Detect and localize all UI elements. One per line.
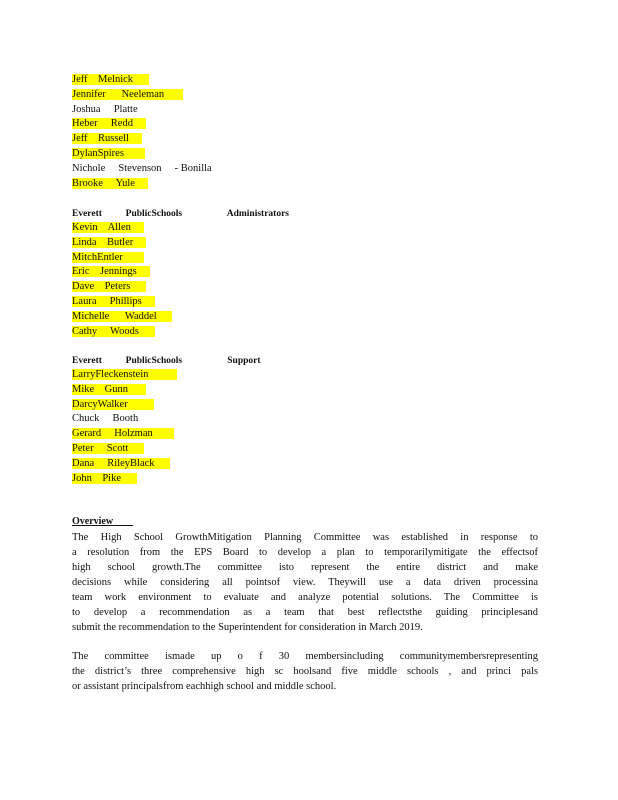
list-item <box>72 117 146 131</box>
name-text: Jennifer Neeleman <box>72 88 183 100</box>
name-text: Linda Butler <box>72 236 147 248</box>
paragraph-line: decisions while considering all pointsof view. Theywill use a data driven processina <box>72 577 538 588</box>
paragraph-line: The committee ismade up o f 30 membersincluding communitymembersrepresenting <box>72 651 538 662</box>
name-text: Gerard Holzman <box>72 428 174 440</box>
list-item <box>72 325 155 339</box>
name-text: DarcyWalker <box>72 398 154 410</box>
paragraph-line: high school growth.The committee isto represent the entire district and make <box>72 562 538 573</box>
list-item <box>72 280 146 294</box>
paragraph-line: a resolution from the EPS Board to develop a plan to temporarilymitigate the effectsof <box>72 547 538 558</box>
list-item <box>72 236 146 250</box>
paragraph-line: or assistant principalsfrom eachhigh school and middle school. <box>72 681 337 692</box>
name-text: Jeff Russell <box>72 133 143 145</box>
list-item <box>72 472 137 486</box>
list-item <box>72 162 212 176</box>
list-item <box>72 221 144 235</box>
list-item <box>72 265 150 279</box>
list-item <box>72 73 149 87</box>
paragraph-line: the district’s three comprehensive high sc hoolsand five middle schools , and princi pals <box>72 666 538 677</box>
overview-heading: Overview <box>72 516 134 527</box>
name-text: Heber Redd <box>72 118 147 130</box>
name-text: Nichole Stevenson - Bonilla <box>72 162 212 174</box>
name-text: Dave Peters <box>72 281 147 293</box>
name-text: Chuck Booth <box>72 413 139 425</box>
list-item <box>72 132 142 146</box>
list-item <box>72 457 170 471</box>
list-item <box>72 103 138 117</box>
name-text: Laura Phillips <box>72 296 155 307</box>
name-text: Jeff Melnick <box>72 74 149 85</box>
list-item <box>72 295 155 309</box>
list-item <box>72 310 172 324</box>
paragraph-line: The High School GrowthMitigation Planning Committee was established in response to <box>72 532 538 543</box>
name-text: DylanSpires <box>72 148 145 159</box>
name-text: Eric Jennings <box>72 266 150 278</box>
name-text: Cathy Woods <box>72 325 155 337</box>
name-text: John Pike <box>72 472 137 484</box>
list-item <box>72 251 144 265</box>
name-text: LarryFleckenstein <box>72 369 178 380</box>
name-text: Peter Scott <box>72 443 145 454</box>
paragraph-line: to develop a recommendation as a team that best reflectsthe guiding principlesand <box>72 607 538 618</box>
list-item <box>72 427 174 441</box>
list-item <box>72 177 148 191</box>
name-text: Michelle Waddel <box>72 310 173 322</box>
list-item <box>72 383 146 397</box>
list-item <box>72 147 145 161</box>
administrators-heading: Everett PublicSchools Administrators <box>72 209 290 219</box>
list-item <box>72 412 138 426</box>
paragraph-line: submit the recommendation to the Superintendent for consideration in March 2019. <box>72 622 423 633</box>
list-item <box>72 398 154 412</box>
name-text: Brooke Yule <box>72 177 149 189</box>
list-item <box>72 442 144 456</box>
name-text: Kevin Allen <box>72 222 145 233</box>
support-heading: Everett PublicSchools Support <box>72 356 261 366</box>
name-text: Joshua Platte <box>72 103 138 115</box>
paragraph-line: team work environment to evaluate and analyze potential solutions. The Committee is <box>72 592 538 603</box>
list-item <box>72 368 177 382</box>
name-text: Dana RileyBlack <box>72 457 171 469</box>
name-text: Mike Gunn <box>72 383 147 395</box>
name-text: MitchEntler <box>72 251 144 263</box>
list-item <box>72 88 183 102</box>
